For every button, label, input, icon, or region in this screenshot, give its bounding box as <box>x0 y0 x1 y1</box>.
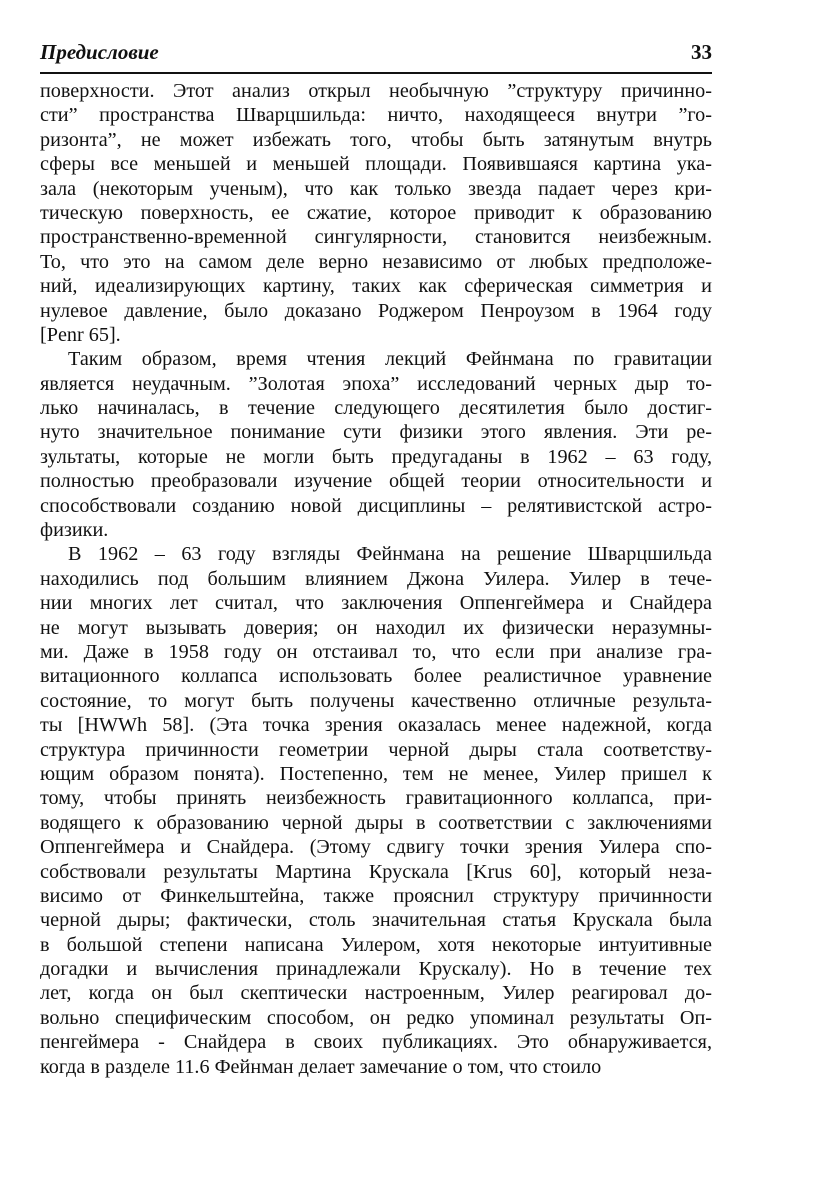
text-line: лько начиналась, в течение следующего десятилетия было достиг- <box>40 397 712 420</box>
text-line: Таким образом, время чтения лекций Фейнмана по гравитации <box>68 348 712 371</box>
text-line: способствовали созданию новой дисциплины – релятивистской астро- <box>40 494 712 517</box>
text-line: собствовали результаты Мартина Крускала [Krus 60], который неза- <box>40 860 712 883</box>
text-line: зала (некоторым ученым), что как только звезда падает через кри- <box>40 177 712 200</box>
text-line: является неудачным. ”Золотая эпоха” исследований черных дыр то- <box>40 372 712 395</box>
paragraph <box>40 542 712 1079</box>
text-line: Оппенгеймера и Снайдера. (Этому сдвигу точки зрения Уилера спо- <box>40 836 712 859</box>
text-line: ты [HWWh 58]. (Эта точка зрения оказалась менее надежной, когда <box>40 714 712 737</box>
text-line: В 1962 – 63 году взгляды Фейнмана на решение Шварцшильда <box>68 543 712 566</box>
running-head <box>40 38 712 68</box>
text-line: состояние, то могут быть получены качественно отличные результа- <box>40 689 712 712</box>
text-line: витационного коллапса использовать более реалистичное уравнение <box>40 665 712 688</box>
text-line: ющим образом понята). Постепенно, тем не менее, Уилер пришел к <box>40 762 712 785</box>
text-line: висимо от Финкельштейна, также прояснил структуру причинности <box>40 884 712 907</box>
text-line: физики. <box>40 519 109 542</box>
text-line: находились под большим влиянием Джона Уилера. Уилер в тече- <box>40 567 712 590</box>
text-line: ми. Даже в 1958 году он отстаивал то, что если при анализе гра- <box>40 640 712 663</box>
running-title: Предисловие <box>40 40 159 64</box>
text-line: нии многих лет считал, что заключения Оппенгеймера и Снайдера <box>40 592 712 615</box>
text-line: сферы все меньшей и меньшей площади. Появившаяся картина ука- <box>40 153 712 176</box>
text-line: То, что это на самом деле верно независимо от любых предположе- <box>40 250 712 273</box>
page-number: 33 <box>691 40 712 64</box>
text-line: нулевое давление, было доказано Роджером Пенроузом в 1964 году <box>40 299 712 322</box>
text-line: лет, когда он был скептически настроенным, Уилер реагировал до- <box>40 982 712 1005</box>
header-rule <box>40 72 712 74</box>
text-line: ний, идеализирующих картину, таких как сферическая симметрия и <box>40 275 712 298</box>
text-line: пенгеймера - Снайдера в своих публикациях. Это обнаруживается, <box>40 1031 712 1054</box>
text-line: поверхности. Этот анализ открыл необычную ”структуру причинно- <box>40 80 712 102</box>
text-line: нуто значительное понимание сути физики этого явления. Эти ре- <box>40 421 712 444</box>
text-line: черной дыры; фактически, столь значительная статья Крускала была <box>40 909 712 932</box>
text-line: пространственно-временной сингулярности, становится неизбежным. <box>40 226 712 249</box>
paragraph <box>40 347 712 542</box>
text-line: сти” пространства Шварцшильда: ничто, находящееся внутри ”го- <box>40 104 712 127</box>
text-line: [Penr 65]. <box>40 323 121 346</box>
text-line: ризонта”, не может избежать того, чтобы быть затянутым внутрь <box>40 128 712 151</box>
text-line: когда в разделе 11.6 Фейнман делает замечание о том, что стоило <box>40 1055 602 1078</box>
text-line: вольно специфическим способом, он редко упоминал результаты Оп- <box>40 1006 712 1029</box>
text-line: тическую поверхность, ее сжатие, которое приводит к образованию <box>40 201 712 224</box>
text-line: зультаты, которые не могли быть предугаданы в 1962 – 63 году, <box>40 445 712 468</box>
text-line: догадки и вычисления принадлежали Крускалу). Но в течение тех <box>40 958 712 981</box>
text-line: водящего к образованию черной дыры в соответствии с заключениями <box>40 811 712 834</box>
text-line: структура причинности геометрии черной дыры стала соответству- <box>40 738 712 761</box>
text-line: не могут вызывать доверия; он находил их физически неразумны- <box>40 616 712 639</box>
body-text <box>40 79 712 1079</box>
paragraph <box>40 79 712 347</box>
text-line: тому, чтобы принять неизбежность гравитационного коллапса, при- <box>40 787 712 810</box>
text-line: полностью преобразовали изучение общей теории относительности и <box>40 470 712 493</box>
text-line: в большой степени написана Уилером, хотя некоторые интуитивные <box>40 933 712 956</box>
